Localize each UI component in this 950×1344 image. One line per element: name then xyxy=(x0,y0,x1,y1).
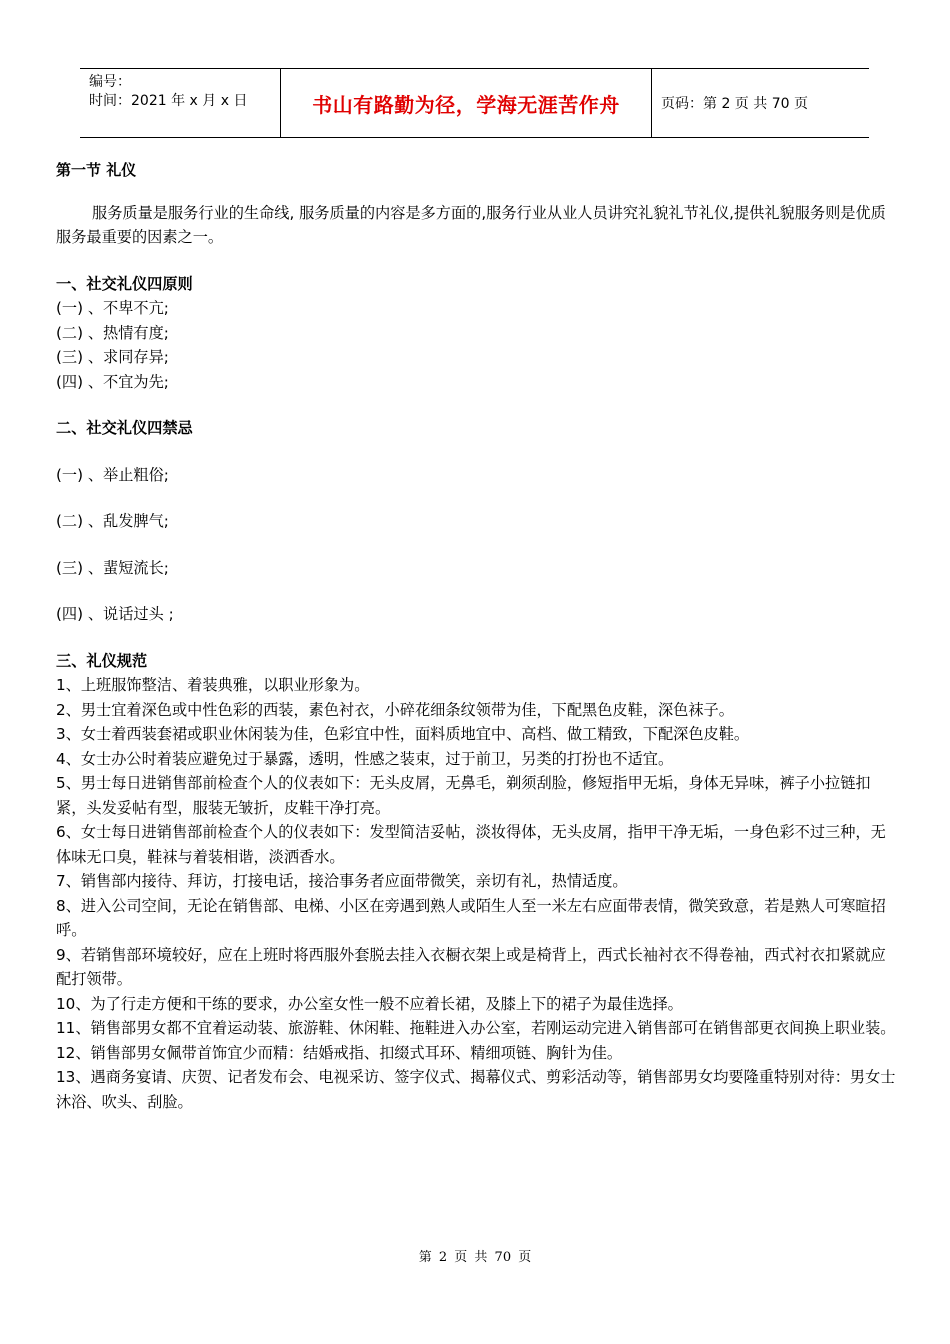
page-header xyxy=(80,68,869,138)
header-page-info: 页码：第 2 页 共 70 页 xyxy=(661,96,808,112)
header-motto: 书山有路勤为径，学海无涯苦作舟 xyxy=(280,69,652,137)
list-item: 1、上班服饰整洁、着装典雅，以职业形象为。 xyxy=(56,676,370,694)
list-item: (三) 、蜚短流长; xyxy=(56,558,169,577)
doc-time: 时间：2021 年 x 月 x 日 xyxy=(89,93,248,109)
list-item: (二) 、热情有度; xyxy=(56,323,169,342)
intro-paragraph: 服务质量是服务行业的生命线, 服务质量的内容是多方面的,服务行业从业人员讲究礼貌礼节礼仪,提供礼貌服务则是优质服务最重要的因素之一。 xyxy=(56,203,886,246)
list-item: (四) 、不宜为先; xyxy=(56,372,169,391)
list-item: 9、若销售部环境较好，应在上班时将西服外套脱去挂入衣橱衣架上或是椅背上，西式长袖衬衣不得卷袖，西式衬衣扣紧就应配打领带。 xyxy=(56,945,886,988)
doc-number: 编号： xyxy=(89,74,131,90)
list-item: (四) 、说话过头 ; xyxy=(56,605,174,623)
list-item: (一) 、举止粗俗; xyxy=(56,465,169,484)
list-item: 10、为了行走方便和干练的要求，办公室女性一般不应着长裙，及膝上下的裙子为最佳选择。 xyxy=(56,994,683,1013)
list-item: (一) 、不卑不亢; xyxy=(56,299,169,317)
list-item: 11、销售部男女都不宜着运动装、旅游鞋、休闲鞋、拖鞋进入办公室，若刚运动完进入销售部可在销售部更衣间换上职业装。 xyxy=(56,1019,896,1037)
heading-principles: 一、社交礼仪四原则 xyxy=(56,274,193,293)
list-item: 2、男士宜着深色或中性色彩的西装，素色衬衣，小碎花细条纹领带为佳，下配黑色皮鞋，深色袜子。 xyxy=(56,700,734,719)
heading-taboos: 二、社交礼仪四禁忌 xyxy=(56,419,193,437)
page-footer: 第 2 页 共 70 页 xyxy=(418,1250,532,1265)
list-item: (二) 、乱发脾气; xyxy=(56,512,169,530)
list-item: 5、男士每日进销售部前检查个人的仪表如下：无头皮屑，无鼻毛，剃须刮脸，修短指甲无垢，身体无异味，裤子小拉链扣紧，头发妥帖有型，服装无皱折，皮鞋干净打亮。 xyxy=(56,774,871,817)
list-item: 6、女士每日进销售部前检查个人的仪表如下：发型简洁妥帖，淡妆得体，无头皮屑，指甲干净无垢，一身色彩不过三种，无体味无口臭，鞋袜与着装相谐，淡洒香水。 xyxy=(56,823,886,866)
list-item: 12、销售部男女佩带首饰宜少而精：结婚戒指、扣缀式耳环、精细项链、胸针为佳。 xyxy=(56,1043,623,1062)
list-item: 8、进入公司空间，无论在销售部、电梯、小区在旁遇到熟人或陌生人至一米左右应面带表情，微笑致意，若是熟人可寒暄招呼。 xyxy=(56,896,886,939)
section-title: 第一节 礼仪 xyxy=(56,161,137,179)
list-item: 13、遇商务宴请、庆贺、记者发布会、电视采访、签字仪式、揭幕仪式、剪彩活动等，销售部男女均要隆重特别对待：男女士沐浴、吹头、刮脸。 xyxy=(56,1068,896,1111)
header-meta xyxy=(80,69,280,137)
list-item: 4、女士办公时着装应避免过于暴露，透明，性感之装束，过于前卫，另类的打扮也不适宜。 xyxy=(56,749,674,768)
document-body xyxy=(56,158,896,1114)
heading-norms: 三、礼仪规范 xyxy=(56,651,148,670)
list-item: 7、销售部内接待、拜访，打接电话，接洽事务者应面带微笑，亲切有礼，热情适度。 xyxy=(56,872,628,890)
list-item: 3、女士着西装套裙或职业休闲装为佳，色彩宜中性，面料质地宜中、高档、做工精致，下配深色皮鞋。 xyxy=(56,725,750,743)
list-item: (三) 、求同存异; xyxy=(56,348,169,366)
